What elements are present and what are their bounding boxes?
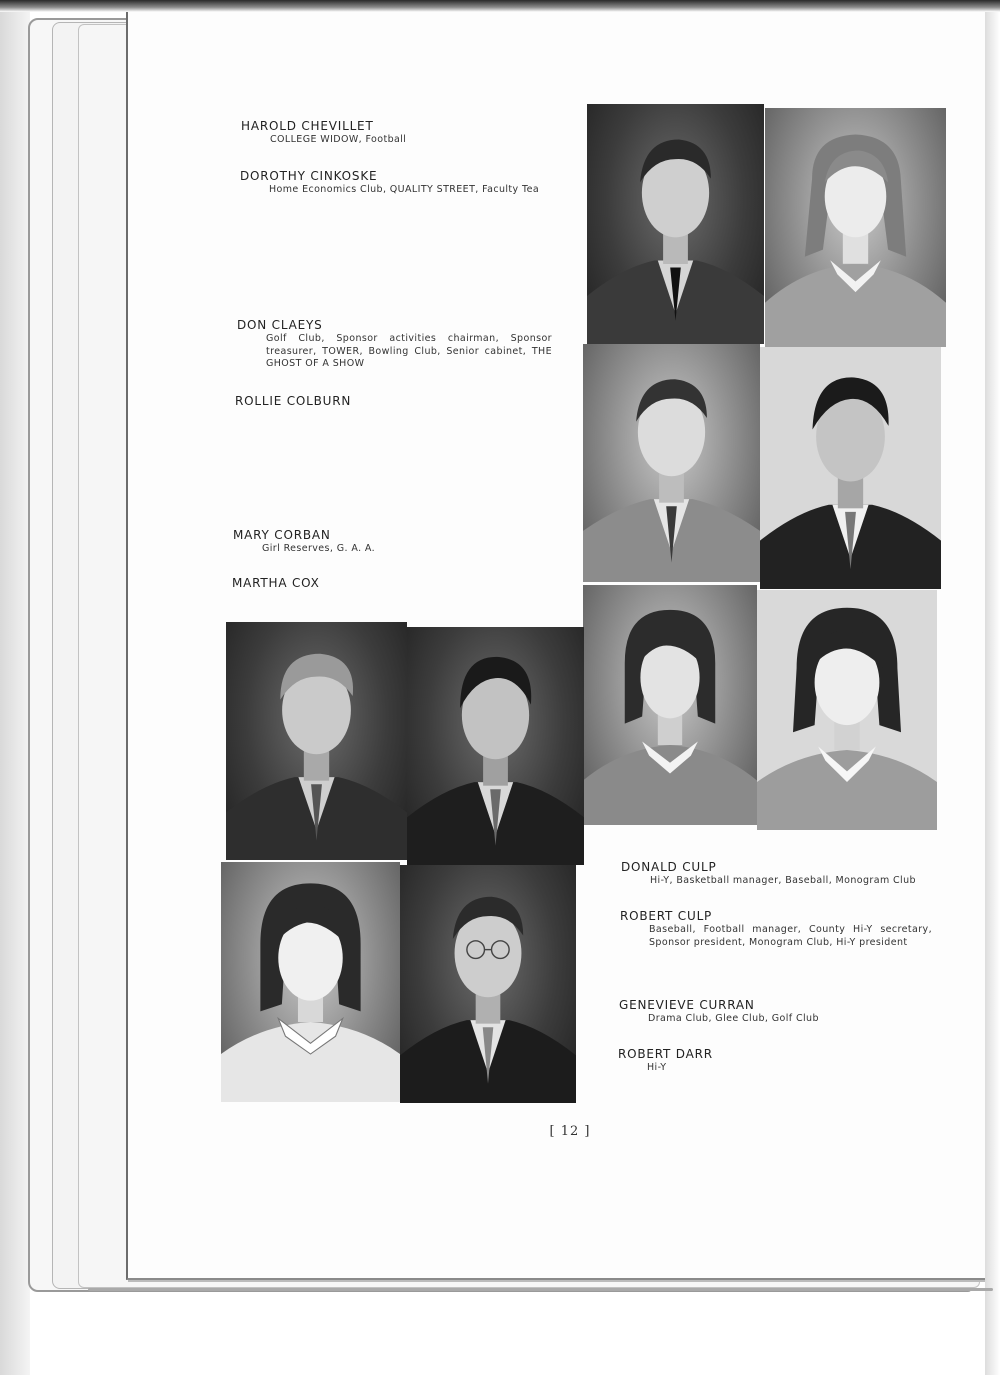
book-bottom-edge [88,1288,993,1291]
scan-top-band [0,0,1000,12]
caption-rollie-colburn [235,394,535,409]
caption-genevieve-curran [619,998,929,1026]
caption-dorothy-cinkoske [240,169,570,197]
student-name: GENEVIEVE CURRAN [619,998,755,1012]
student-name: DON CLAEYS [237,318,323,332]
student-name: ROLLIE COLBURN [235,394,352,408]
portrait-photo-don-claeys [583,344,760,582]
scan-right-shadow [985,0,1000,1375]
student-activities: Baseball, Football manager, County Hi-Y secretary, Sponsor president, Monogram Club, Hi-Y president [649,924,932,948]
caption-donald-culp [621,860,931,888]
student-activities: Hi-Y, Basketball manager, Baseball, Monogram Club [650,875,916,886]
student-name: DOROTHY CINKOSKE [240,169,378,183]
student-activities: Golf Club, Sponsor activities chairman, Sponsor treasurer, TOWER, Bowling Club, Senior cabinet, THE GHOST OF A SHOW [266,333,552,369]
student-name: MARTHA COX [232,576,320,590]
caption-martha-cox [232,576,532,591]
portrait-photo-robert-darr [400,865,576,1103]
student-activities: Hi-Y [647,1062,667,1073]
portrait-photo-robert-culp [407,627,584,865]
caption-robert-culp [620,909,932,949]
portrait-photo-genevieve-curran [221,862,400,1102]
student-name: ROBERT CULP [620,909,713,923]
student-name: MARY CORBAN [233,528,331,542]
portrait-photo-rollie-colburn [760,347,941,589]
portrait-photo-mary-corban [583,585,757,825]
caption-mary-corban [233,528,533,556]
scan-left-shadow [0,0,30,1375]
student-name: HAROLD CHEVILLET [241,119,374,133]
caption-don-claeys [237,318,552,371]
student-activities: Home Economics Club, QUALITY STREET, Faculty Tea [269,184,540,195]
portrait-photo-harold-chevillet [587,104,764,344]
page-number: [ 12 ] [549,1124,591,1139]
portrait-photo-dorothy-cinkoske [765,108,946,347]
caption-robert-darr [618,1047,928,1075]
portrait-photo-martha-cox [757,590,937,830]
student-name: DONALD CULP [621,860,717,874]
caption-harold-chevillet [241,119,571,147]
student-name: ROBERT DARR [618,1047,713,1061]
student-activities: COLLEGE WIDOW, Football [270,134,407,145]
portrait-photo-donald-culp [226,622,407,860]
student-activities: Drama Club, Glee Club, Golf Club [648,1013,819,1024]
student-activities: Girl Reserves, G. A. A. [262,543,376,554]
